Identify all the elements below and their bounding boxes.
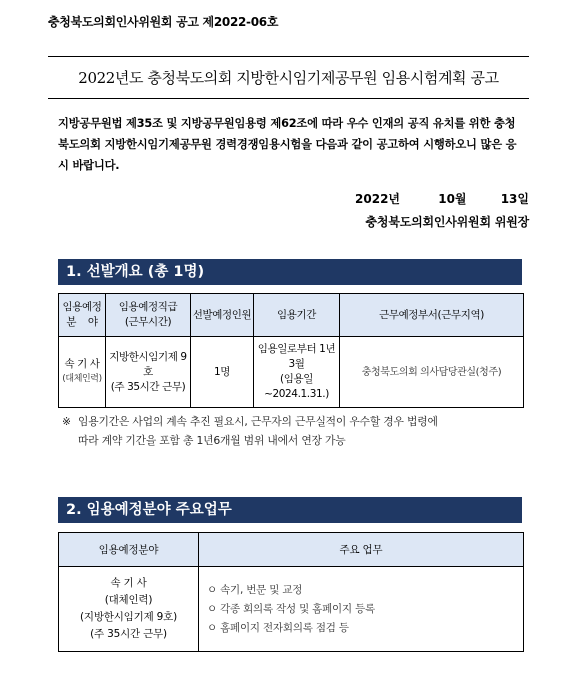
cell-field-sub: (대체인력) (62, 374, 102, 384)
title-top-rule (48, 56, 529, 57)
cell-field (59, 567, 199, 652)
cell-duties (199, 567, 524, 652)
cell-grade-hours: (주 35시간 근무) (110, 380, 186, 393)
duties-table (58, 532, 524, 652)
header-count: 선발예정인원 (191, 294, 254, 337)
duty-item: ㅇ 각종 회의록 작성 및 홈페이지 등록 (207, 602, 375, 615)
announcement-date (355, 190, 529, 207)
table-row (59, 567, 524, 652)
cell-dept: 충청북도의회 의사담당관실(청주) (340, 337, 524, 408)
header-field (59, 294, 106, 337)
notice-number: 충청북도의회인사위원회 공고 제2022-06호 (48, 15, 279, 29)
cell-period-sub: (임용일~2024.1.31.) (264, 373, 329, 400)
cell-grade (106, 337, 191, 408)
duty-item: ㅇ 속기, 번문 및 교정 (207, 583, 303, 596)
document-title: 2022년도 충청북도의회 지방한시임기제공무원 임용시험계획 공고 (78, 69, 499, 87)
cell-period (254, 337, 340, 408)
section-1-heading: 1. 선발개요 (총 1명) (58, 259, 522, 285)
cell-field-name: 속 기 사 (110, 577, 147, 589)
cell-field (59, 337, 106, 408)
header-field-line2: 분 야 (66, 316, 98, 328)
table-row (59, 337, 524, 408)
table-header-row (59, 533, 524, 567)
selection-overview-table (58, 293, 524, 408)
title-bottom-rule (48, 98, 529, 99)
note-line-2: 따라 계약 기간을 포함 총 1년6개월 범위 내에서 연장 가능 (78, 434, 346, 447)
extension-note (62, 412, 522, 450)
header-field-line1: 임용예정 (62, 301, 102, 313)
cell-hours: (주 35시간 근무) (90, 628, 167, 640)
header-grade (106, 294, 191, 337)
note-mark: ※ (62, 415, 71, 428)
table-header-row (59, 294, 524, 337)
issuer: 충청북도의회인사위원회 위원장 (365, 215, 529, 229)
date-year: 2022년 (355, 192, 401, 206)
header-duties: 주요 업무 (199, 533, 524, 567)
header-grade-line2: (근무시간) (124, 316, 172, 328)
cell-grade-name: 지방한시임기제 9호 (109, 350, 187, 378)
cell-period-main: 임용일로부터 1년 3월 (257, 343, 336, 370)
cell-count: 1명 (191, 337, 254, 408)
cell-grade: (지방한시임기제 9호) (80, 611, 177, 623)
note-line-1: 임용기간은 사업의 계속 추진 필요시, 근무자의 근무실적이 우수할 경우 법령에 (78, 415, 438, 428)
cell-field-name: 속 기 사 (64, 358, 100, 370)
date-day: 13일 (500, 192, 529, 206)
header-grade-line1: 임용예정직급 (118, 301, 178, 313)
duty-item: ㅇ 홈페이지 전자회의록 점검 등 (207, 621, 349, 634)
section-2-heading: 2. 임용예정분야 주요업무 (58, 497, 522, 523)
cell-field-sub: (대체인력) (104, 594, 153, 606)
header-field: 임용예정분야 (59, 533, 199, 567)
intro-paragraph: 지방공무원법 제35조 및 지방공무원임용령 제62조에 따라 우수 인재의 공직 유치를 위한 충청북도의회 지방한시임기제공무원 경력경쟁임용시험을 다음과 같이 공고하여 시행하오니 많은 응시 바랍니다. (58, 117, 517, 172)
header-period: 임용기간 (254, 294, 340, 337)
header-dept: 근무예정부서(근무지역) (340, 294, 524, 337)
date-month: 10월 (438, 192, 467, 206)
